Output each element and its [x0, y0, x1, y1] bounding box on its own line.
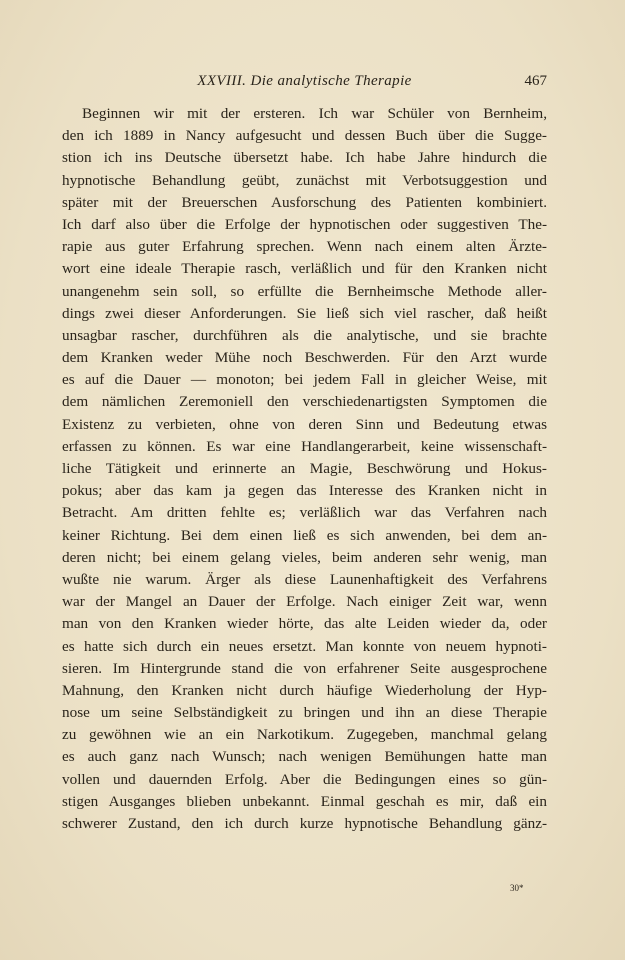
- text-line: Existenz zu verbieten, ohne von deren Sinn und Bedeutung etwas: [62, 415, 547, 433]
- text-line: es auf die Dauer — monoton; bei jedem Fall in gleicher Weise, mit: [62, 371, 547, 389]
- text-line: sieren. Im Hintergrunde stand die von erfahrener Seite ausgesprochene: [62, 659, 547, 677]
- text-line: schwerer Zustand, den ich durch kurze hypnotische Behandlung gänz-: [62, 815, 547, 832]
- text-line: es auch ganz nach Wunsch; nach wenigen Bemühungen hatte man: [62, 748, 547, 766]
- text-line: dem nämlichen Zeremoniell den verschiedenartigsten Symptomen die: [62, 393, 547, 411]
- text-line: rapie aus guter Erfahrung sprechen. Wenn nach einem alten Ärzte-: [62, 238, 547, 256]
- text-line: Mahnung, den Kranken nicht durch häufige Wiederholung der Hyp-: [62, 681, 547, 699]
- text-line: hypnotische Behandlung geübt, zunächst mit Verbotsuggestion und: [62, 171, 547, 189]
- text-line: Betracht. Am dritten fehlte es; verläßlich war das Verfahren nach: [62, 504, 547, 522]
- text-line: zu gewöhnen wie an ein Narkotikum. Zugegeben, manchmal gelang: [62, 726, 547, 744]
- text-line: war der Mangel an Dauer der Erfolge. Nach einiger Zeit war, wenn: [62, 593, 547, 611]
- chapter-title: XXVIII. Die analytische Therapie: [197, 73, 412, 89]
- text-line: erfassen zu können. Es war eine Handlangerarbeit, keine wissenschaft-: [62, 437, 547, 455]
- page-number: 467: [524, 73, 547, 89]
- text-line: stion ich ins Deutsche übersetzt habe. Ich habe Jahre hindurch die: [62, 149, 547, 167]
- text-line: man von den Kranken wieder hörte, das alte Leiden wieder da, oder: [62, 615, 547, 633]
- signature-mark: 30*: [510, 883, 524, 893]
- running-header: [62, 73, 547, 95]
- text-line: wort eine ideale Therapie rasch, verläßlich und für den Kranken nicht: [62, 260, 547, 278]
- text-line: pokus; aber das kam ja gegen das Interesse des Kranken nicht in: [62, 482, 547, 500]
- text-line: Beginnen wir mit der ersteren. Ich war Schüler von Bernheim,: [82, 105, 547, 122]
- body-paragraph: [62, 103, 547, 835]
- text-line: unsagbar rascher, durchführen als die analytische, und sie brachte: [62, 326, 547, 344]
- text-line: den ich 1889 in Nancy aufgesucht und dessen Buch über die Sugge-: [62, 127, 547, 145]
- text-line: dings zwei dieser Anforderungen. Sie ließ sich viel rascher, daß heißt: [62, 304, 547, 322]
- text-line: unangenehm sein soll, so erfüllte die Bernheimsche Methode aller-: [62, 282, 547, 300]
- text-line: deren nicht; bei einem gelang vieles, beim anderen sehr wenig, man: [62, 548, 547, 566]
- text-line: vollen und dauernden Erfolg. Aber die Bedingungen eines so gün-: [62, 770, 547, 788]
- text-line: Ich darf also über die Erfolge der hypnotischen oder suggestiven The-: [62, 215, 547, 233]
- text-line: liche Tätigkeit und erinnerte an Magie, Beschwörung und Hokus-: [62, 460, 547, 477]
- text-line: wußte nie warum. Ärger als diese Launenhaftigkeit des Verfahrens: [62, 570, 547, 588]
- text-line: dem Kranken weder Mühe noch Beschwerden. Für den Arzt wurde: [62, 349, 547, 367]
- text-line: später mit der Breuerschen Ausforschung des Patienten kombiniert.: [62, 193, 547, 211]
- text-line: stigen Ausganges blieben unbekannt. Einmal geschah es mir, daß ein: [62, 792, 547, 810]
- text-line: nose um seine Selbständigkeit zu bringen und ihn an diese Therapie: [62, 704, 547, 722]
- text-line: keiner Richtung. Bei dem einen ließ es sich anwenden, bei dem an-: [62, 526, 547, 544]
- text-line: es hatte sich durch ein neues ersetzt. Man konnte von neuem hypnoti-: [62, 637, 547, 655]
